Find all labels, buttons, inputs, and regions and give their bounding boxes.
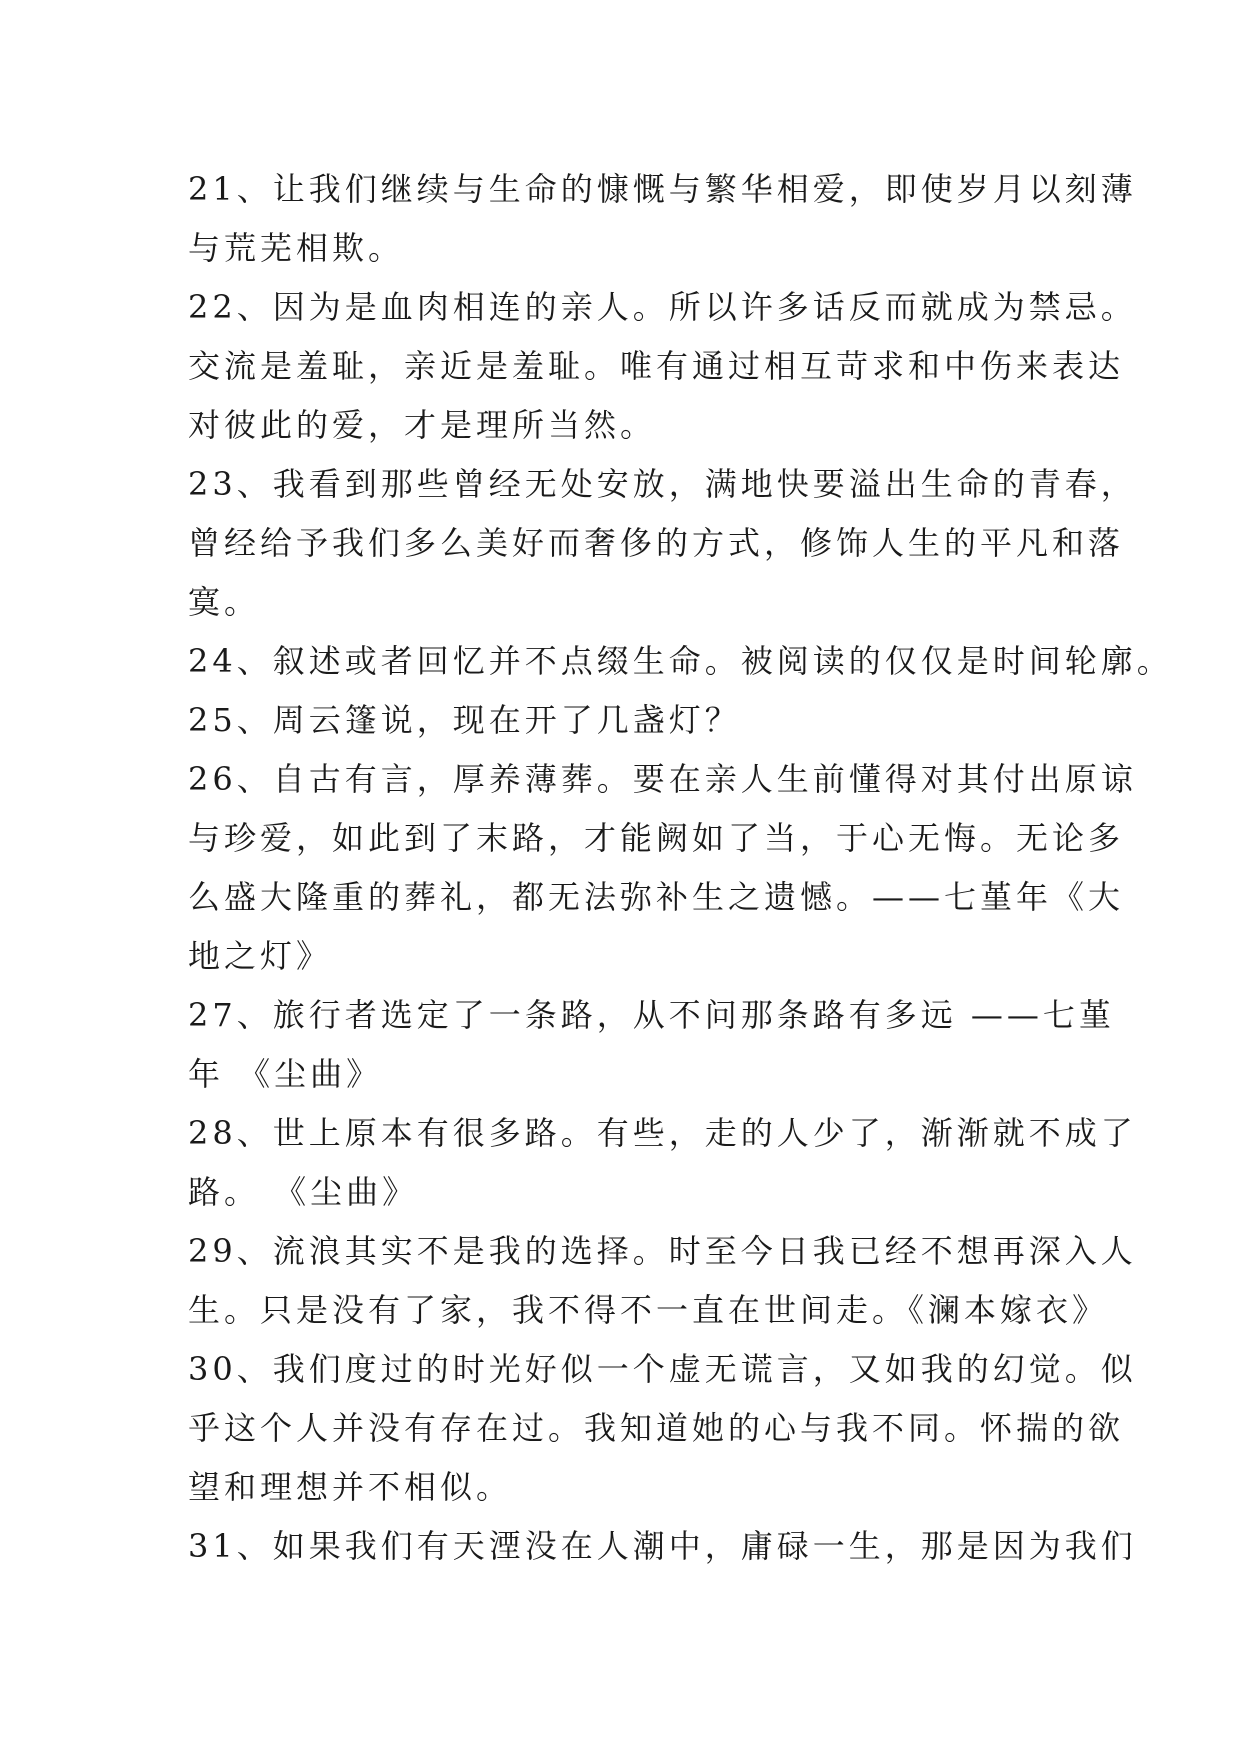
text-line: 曾经给予我们多么美好而奢侈的方式，修饰人生的平凡和落 [188, 524, 1125, 562]
text-line: 与荒芜相欺。 [188, 229, 405, 267]
text-line: 27、旅行者选定了一条路，从不问那条路有多远 ——七堇 [188, 996, 1115, 1034]
text-line: 25、周云篷说，现在开了几盏灯？ [188, 701, 741, 739]
text-line: 寞。 [188, 583, 261, 621]
text-line: 乎这个人并没有存在过。我知道她的心与我不同。怀揣的欲 [188, 1409, 1125, 1447]
text-line: 交流是羞耻，亲近是羞耻。唯有通过相互苛求和中伤来表达 [188, 347, 1125, 385]
text-line: 30、我们度过的时光好似一个虚无谎言，又如我的幻觉。似 [188, 1350, 1137, 1388]
text-line: 28、世上原本有很多路。有些，走的人少了，渐渐就不成了 [188, 1114, 1137, 1152]
text-line: 31、如果我们有天湮没在人潮中，庸碌一生，那是因为我们 [188, 1527, 1137, 1565]
body-text [188, 160, 1173, 1576]
text-line: 望和理想并不相似。 [188, 1468, 513, 1506]
text-line: 29、流浪其实不是我的选择。时至今日我已经不想再深入人 [188, 1232, 1137, 1270]
text-line: 路。 《尘曲》 [188, 1173, 419, 1211]
text-line: 与珍爱，如此到了末路，才能阙如了当，于心无悔。无论多 [188, 819, 1125, 857]
text-line: 26、自古有言，厚养薄葬。要在亲人生前懂得对其付出原谅 [188, 760, 1137, 798]
text-line: 21、让我们继续与生命的慷慨与繁华相爱，即使岁月以刻薄 [188, 170, 1137, 208]
text-line: 24、叙述或者回忆并不点缀生命。被阅读的仅仅是时间轮廓。 [188, 642, 1173, 680]
text-line: 23、我看到那些曾经无处安放，满地快要溢出生命的青春， [188, 465, 1137, 503]
text-line: 么盛大隆重的葬礼，都无法弥补生之遗憾。——七堇年《大 [188, 878, 1125, 916]
text-line: 生。只是没有了家，我不得不一直在世间走。《澜本嫁衣》 [188, 1291, 1109, 1329]
text-line: 对彼此的爱，才是理所当然。 [188, 406, 657, 444]
text-line: 地之灯》 [188, 937, 333, 975]
text-line: 22、因为是血肉相连的亲人。所以许多话反而就成为禁忌。 [188, 288, 1137, 326]
text-line: 年 《尘曲》 [188, 1055, 383, 1093]
